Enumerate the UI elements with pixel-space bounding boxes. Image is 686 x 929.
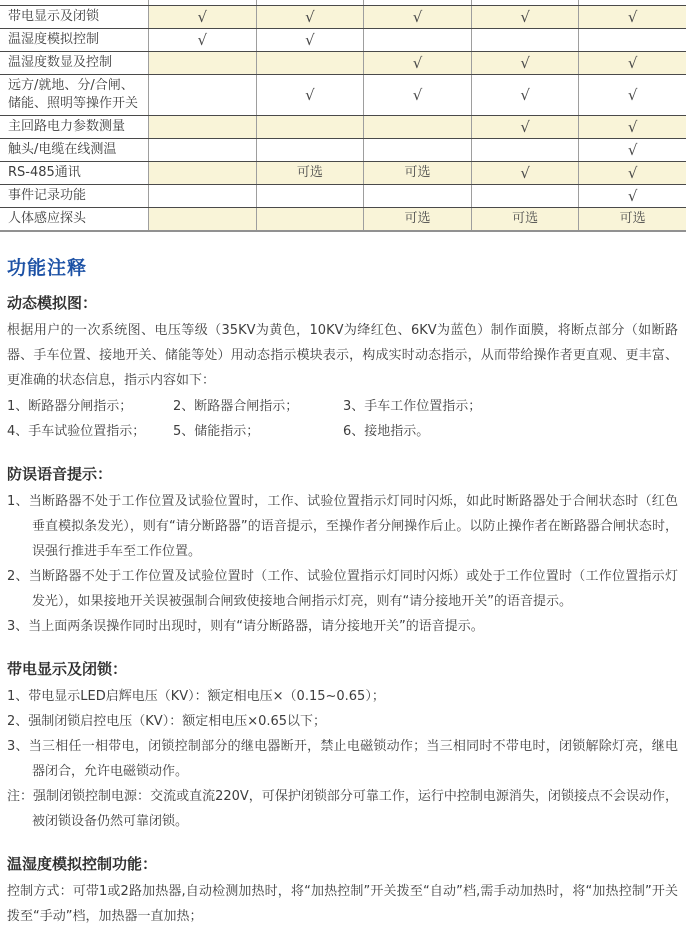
- live-display-item: 2、强制闭锁启控电压（KV）：额定相电压×0.65以下；: [7, 714, 327, 729]
- table-cell: [148, 116, 256, 138]
- table-cell: 可选: [578, 208, 686, 230]
- table-cell: [471, 139, 579, 161]
- table-cell: [363, 29, 471, 51]
- table-cell: √: [471, 162, 579, 184]
- dynamic-diagram-heading: 动态模拟图：: [7, 294, 98, 312]
- table-row-live-display: [0, 5, 686, 28]
- table-cell: √: [578, 162, 686, 184]
- table-cell: 可选: [363, 162, 471, 184]
- feature-table: [0, 0, 686, 232]
- table-cell: √: [471, 52, 579, 74]
- row-label: 温湿度模拟控制: [0, 29, 148, 51]
- table-cell: [256, 52, 364, 74]
- table-cell: [578, 0, 686, 5]
- table-cell: √: [578, 75, 686, 115]
- row-label: 主回路电力参数测量: [0, 116, 148, 138]
- table-cell: √: [578, 6, 686, 28]
- live-display-item: 3、当三相任一相带电，闭锁控制部分的继电器断开，禁止电磁锁动作；当三相同时不带电时，闭锁解除灯亮，继电器闭合，允许电磁锁动作。: [7, 739, 678, 779]
- table-row-power-measure: [0, 115, 686, 138]
- table-cell: [148, 208, 256, 230]
- table-cell: [471, 29, 579, 51]
- table-cell: [256, 116, 364, 138]
- table-cell: √: [578, 116, 686, 138]
- table-cell: √: [256, 29, 364, 51]
- live-display-note: 注：强制闭锁控制电源：交流或直流220V，可保护闭锁部分可靠工作，运行中控制电源消失，闭锁接点不会误动作，被闭锁设备仍然可靠闭锁。: [7, 789, 678, 829]
- live-display-heading: 带电显示及闭锁：: [7, 660, 128, 678]
- page-title: 功能注释: [7, 257, 88, 279]
- list-item: 5、储能指示；: [173, 424, 260, 439]
- table-row-event-record: [0, 184, 686, 207]
- table-cell: [256, 139, 364, 161]
- temp-humidity-body: 控制方式：可带1或2路加热器,自动检测加热时，将“加热控制”开关拨至“自动”档,需手动加热时，将“加热控制”开关拨至“手动”档，加热器一直加热；: [7, 884, 678, 924]
- table-partial-row: [0, 0, 686, 5]
- table-cell: √: [363, 52, 471, 74]
- table-row-operation-switches: [0, 74, 686, 115]
- table-cell: [363, 116, 471, 138]
- table-cell: [148, 75, 256, 115]
- temp-humidity-heading: 温湿度模拟控制功能：: [7, 855, 158, 873]
- table-cell: √: [363, 6, 471, 28]
- table-cell: 可选: [363, 208, 471, 230]
- notes-content: [0, 253, 686, 929]
- table-cell: √: [471, 116, 579, 138]
- dynamic-indicator-list: [7, 394, 678, 444]
- table-cell: √: [578, 185, 686, 207]
- row-label: 带电显示及闭锁: [0, 6, 148, 28]
- row-label: 温湿度数显及控制: [0, 52, 148, 74]
- table-cell: [148, 0, 256, 5]
- table-cell: [148, 162, 256, 184]
- table-row-humidity-analog: [0, 28, 686, 51]
- table-cell: [471, 0, 579, 5]
- table-cell: [363, 185, 471, 207]
- table-cell: √: [471, 75, 579, 115]
- dynamic-diagram-body: 根据用户的一次系统图、电压等级（35KV为黄色，10KV为绛红色、6KV为蓝色）制作面膜，将断点部分（如断路器、手车位置、接地开关、储能等处）用动态指示模块表示，构成实时动态指示，从而带给操作者更直观、更丰富、更准确的状态信息，指示内容如下：: [7, 323, 678, 388]
- table-row-body-sensor: [0, 207, 686, 230]
- table-row-humidity-digital: [0, 51, 686, 74]
- table-row-online-temp: [0, 138, 686, 161]
- voice-prompt-item: 2、当断路器不处于工作位置及试验位置时（工作、试验位置指示灯同时闪烁）或处于工作位置时（工作位置指示灯发光），如果接地开关误被强制合闸致使接地合闸指示灯亮，则有“请分接地开关”的语音提示。: [7, 569, 678, 609]
- row-label: [0, 0, 148, 5]
- table-cell: [148, 52, 256, 74]
- row-label: 人体感应探头: [0, 208, 148, 230]
- list-item: 4、手车试验位置指示；: [7, 424, 146, 439]
- list-item: 6、接地指示。: [343, 424, 430, 439]
- table-cell: √: [578, 52, 686, 74]
- table-cell: [363, 0, 471, 5]
- table-cell: [256, 185, 364, 207]
- table-cell: √: [148, 29, 256, 51]
- table-cell: 可选: [256, 162, 364, 184]
- table-cell: √: [578, 139, 686, 161]
- row-label: 触头/电缆在线测温: [0, 139, 148, 161]
- voice-prompt-item: 3、当上面两条误操作同时出现时，则有“请分断路器，请分接地开关”的语音提示。: [7, 619, 484, 634]
- table-cell: √: [471, 6, 579, 28]
- row-label: RS-485通讯: [0, 162, 148, 184]
- list-item: 3、手车工作位置指示；: [343, 399, 482, 414]
- table-cell: √: [256, 75, 364, 115]
- table-cell: √: [148, 6, 256, 28]
- voice-prompt-heading: 防误语音提示：: [7, 465, 113, 483]
- voice-prompt-item: 1、当断路器不处于工作位置及试验位置时，工作、试验位置指示灯同时闪烁，如此时断路器处于合闸状态时（红色垂直模拟条发光），则有“请分断路器”的语音提示，至操作者分闸操作后止。以防止操作者在断路器合闸状态时，误强行推进手车至工作位置。: [7, 494, 678, 559]
- row-label: 事件记录功能: [0, 185, 148, 207]
- table-cell: [363, 139, 471, 161]
- table-cell: [578, 29, 686, 51]
- list-item: 1、断路器分闸指示；: [7, 399, 133, 414]
- table-cell: [471, 185, 579, 207]
- table-cell: [256, 208, 364, 230]
- table-cell: [256, 0, 364, 5]
- row-label: 远方/就地、分/合闸、储能、照明等操作开关: [0, 75, 148, 115]
- table-cell: √: [256, 6, 364, 28]
- live-display-item: 1、带电显示LED启辉电压（KV）：额定相电压×（0.15~0.65）；: [7, 689, 385, 704]
- table-cell: [148, 139, 256, 161]
- table-cell: √: [363, 75, 471, 115]
- list-item: 2、断路器合闸指示；: [173, 399, 299, 414]
- table-cell: [148, 185, 256, 207]
- table-cell: 可选: [471, 208, 579, 230]
- table-row-rs485: [0, 161, 686, 184]
